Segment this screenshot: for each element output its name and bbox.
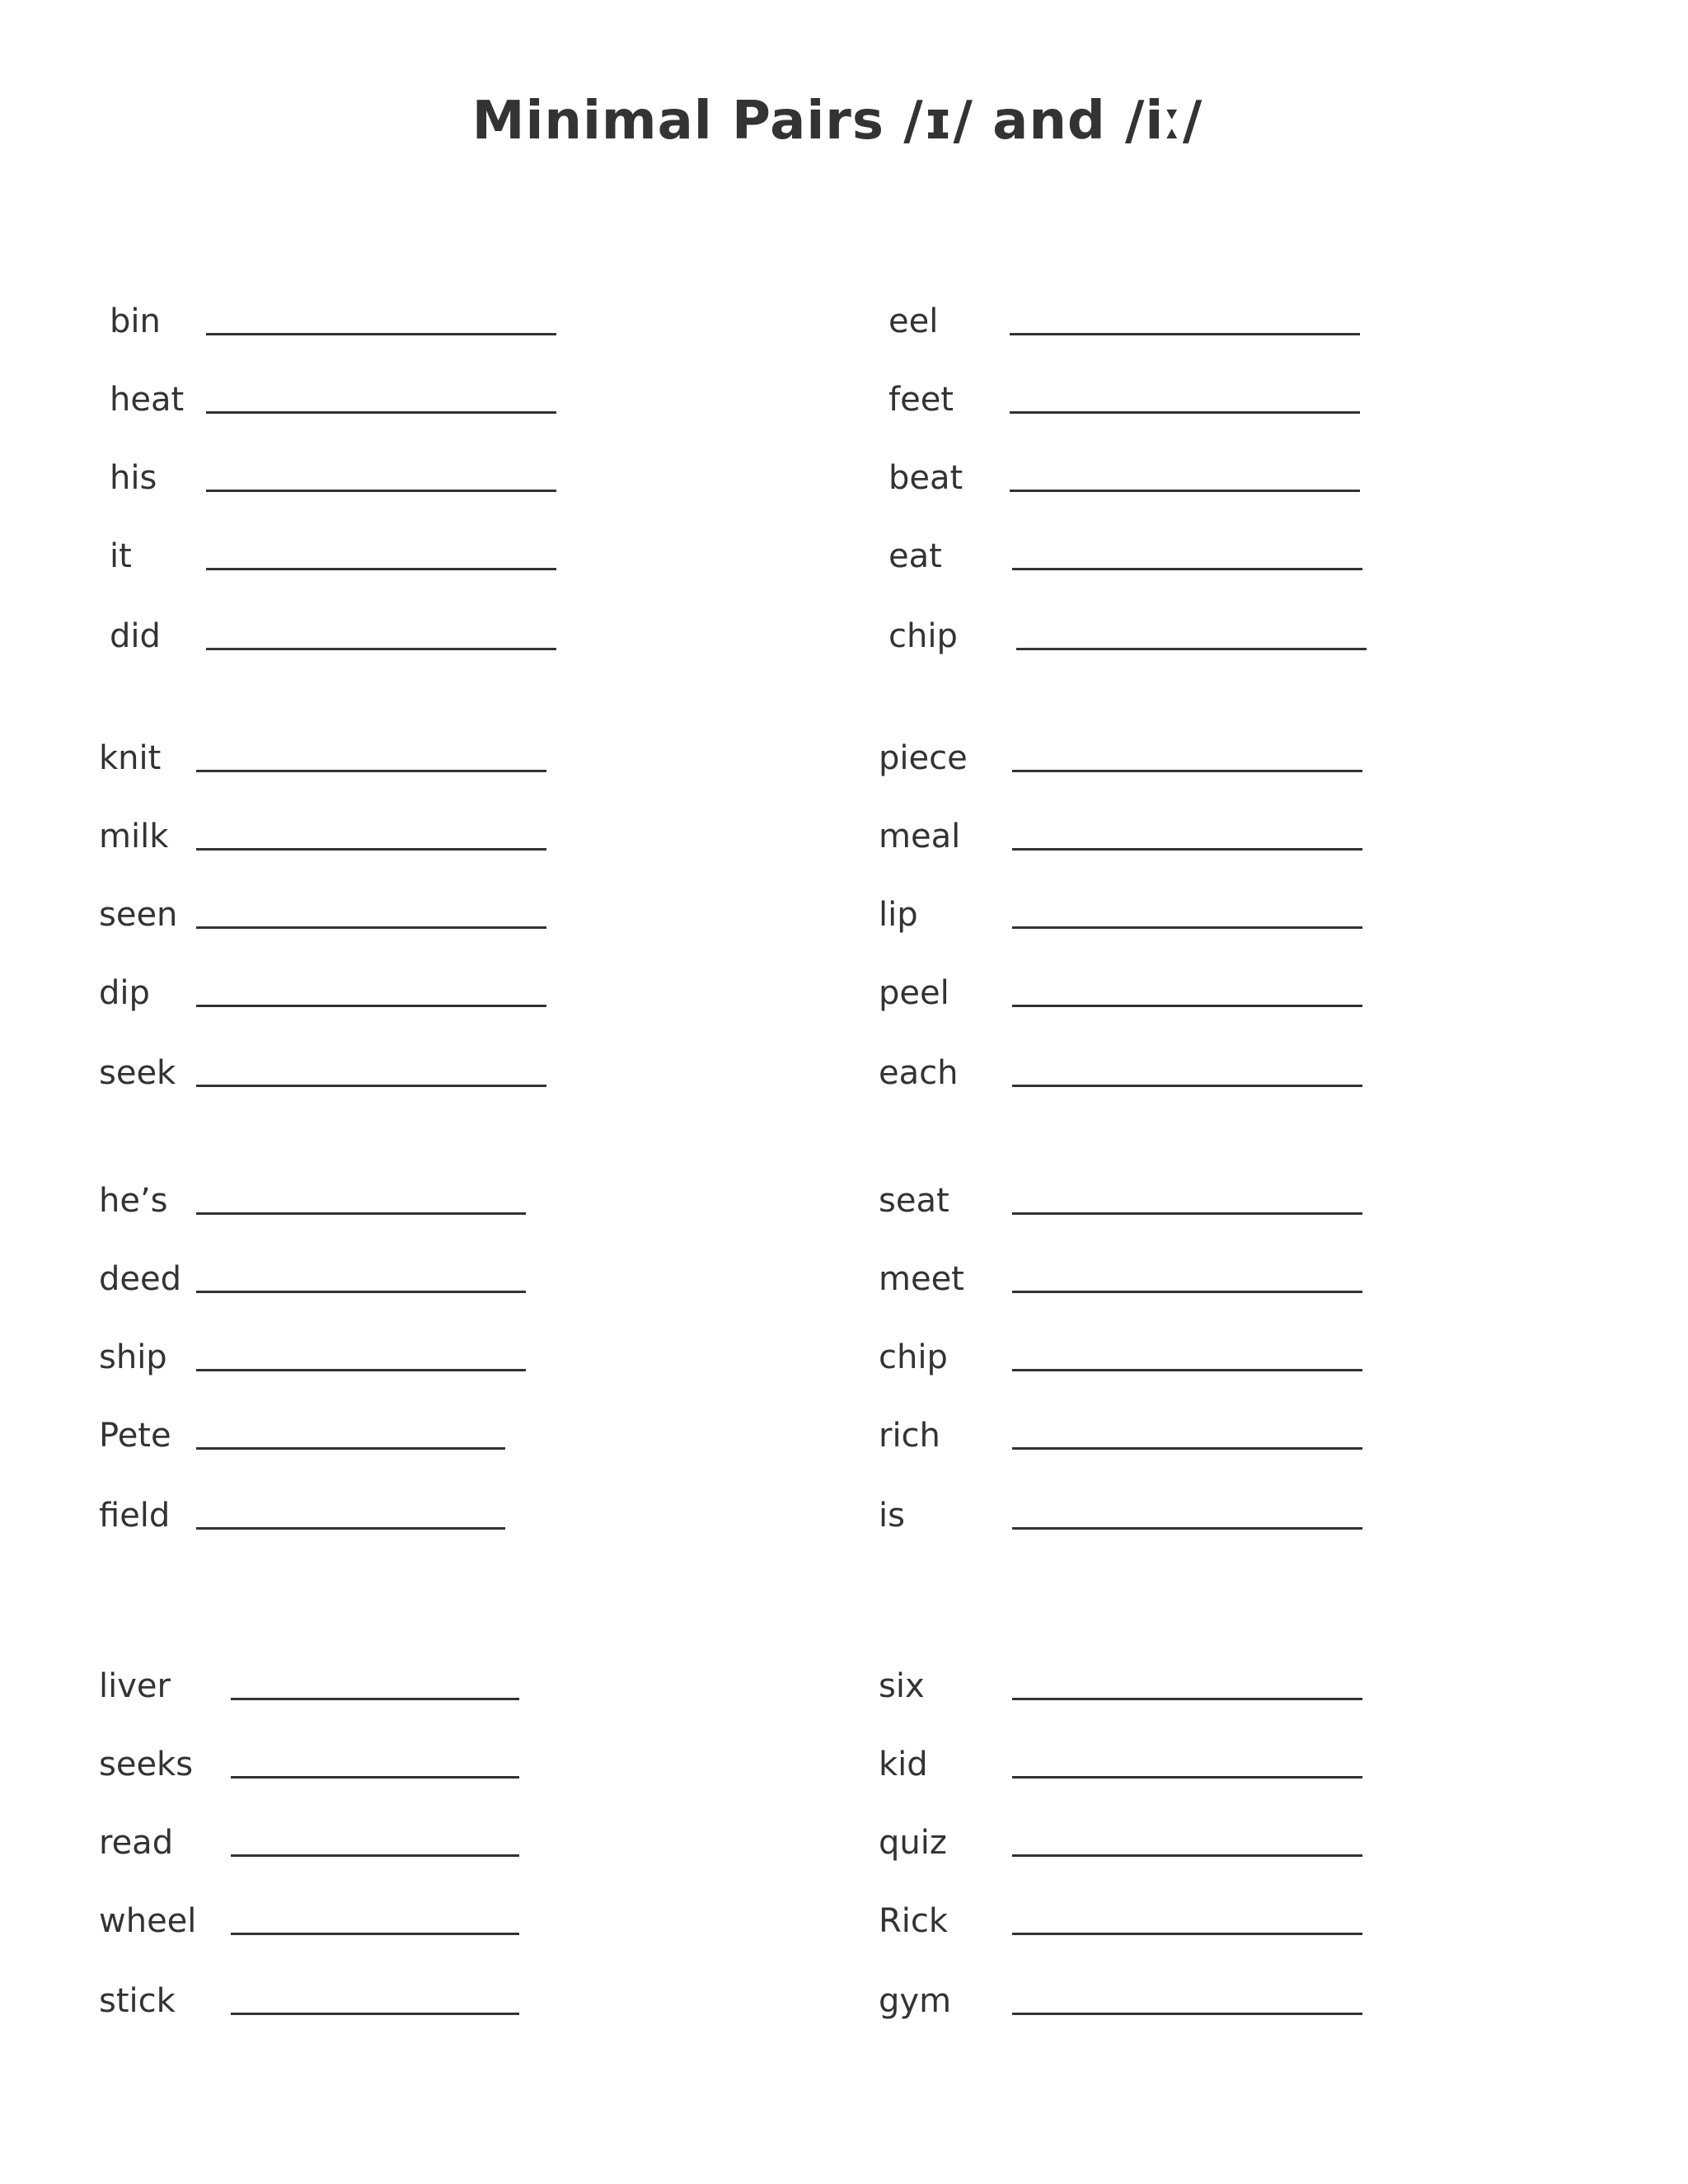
word-label: meet	[879, 1260, 964, 1298]
word-label: seen	[99, 896, 178, 934]
answer-blank[interactable]	[196, 1212, 526, 1215]
answer-blank[interactable]	[1010, 411, 1360, 414]
word-label: beat	[889, 459, 964, 497]
word-label: field	[99, 1497, 171, 1535]
page-title: Minimal Pairs /ɪ/ and /iː/	[471, 91, 1203, 152]
word-label: feet	[889, 381, 954, 419]
word-label: lip	[879, 896, 918, 934]
word-label: seeks	[99, 1746, 194, 1783]
answer-blank[interactable]	[206, 411, 556, 414]
answer-blank[interactable]	[1010, 490, 1360, 492]
word-label: Rick	[879, 1902, 949, 1940]
answer-blank[interactable]	[1012, 1447, 1362, 1450]
answer-blank[interactable]	[1012, 568, 1362, 570]
answer-blank[interactable]	[1012, 1527, 1362, 1530]
word-label: wheel	[99, 1902, 197, 1940]
answer-blank[interactable]	[1012, 1085, 1362, 1087]
answer-blank[interactable]	[1010, 333, 1360, 335]
answer-blank[interactable]	[231, 2013, 519, 2015]
answer-blank[interactable]	[1012, 1854, 1362, 1857]
word-label: ship	[99, 1338, 167, 1376]
word-label: knit	[99, 739, 162, 777]
answer-blank[interactable]	[196, 848, 546, 851]
word-label: his	[110, 459, 157, 497]
answer-blank[interactable]	[1012, 926, 1362, 929]
word-label: is	[879, 1497, 905, 1535]
word-label: meal	[879, 818, 961, 855]
word-label: it	[110, 537, 132, 575]
word-label: quiz	[879, 1824, 947, 1862]
answer-blank[interactable]	[1012, 2013, 1362, 2015]
word-label: each	[879, 1054, 959, 1092]
answer-blank[interactable]	[1012, 1291, 1362, 1293]
word-label: seat	[879, 1182, 950, 1220]
answer-blank[interactable]	[1012, 1212, 1362, 1215]
answer-blank[interactable]	[196, 1085, 546, 1087]
word-label: stick	[99, 1982, 176, 2020]
answer-blank[interactable]	[196, 926, 546, 929]
answer-blank[interactable]	[196, 1005, 546, 1007]
answer-blank[interactable]	[1012, 770, 1362, 772]
word-label: bin	[110, 302, 161, 340]
answer-blank[interactable]	[196, 1527, 505, 1530]
word-label: six	[879, 1667, 925, 1705]
word-label: Pete	[99, 1417, 171, 1455]
answer-blank[interactable]	[1012, 848, 1362, 851]
word-label: heat	[110, 381, 185, 419]
word-label: gym	[879, 1982, 952, 2020]
answer-blank[interactable]	[231, 1776, 519, 1779]
answer-blank[interactable]	[206, 490, 556, 492]
answer-blank[interactable]	[196, 1291, 526, 1293]
answer-blank[interactable]	[231, 1854, 519, 1857]
word-label: dip	[99, 974, 150, 1012]
word-label: peel	[879, 974, 950, 1012]
answer-blank[interactable]	[206, 568, 556, 570]
word-label: deed	[99, 1260, 181, 1298]
word-label: read	[99, 1824, 174, 1862]
word-label: seek	[99, 1054, 176, 1092]
answer-blank[interactable]	[196, 770, 546, 772]
answer-blank[interactable]	[1012, 1698, 1362, 1700]
answer-blank[interactable]	[1012, 1776, 1362, 1779]
word-label: chip	[889, 617, 958, 655]
word-label: eat	[889, 537, 942, 575]
word-label: chip	[879, 1338, 948, 1376]
answer-blank[interactable]	[231, 1698, 519, 1700]
word-label: liver	[99, 1667, 171, 1705]
answer-blank[interactable]	[206, 333, 556, 335]
word-label: kid	[879, 1746, 928, 1783]
answer-blank[interactable]	[1012, 1005, 1362, 1007]
word-label: he’s	[99, 1182, 168, 1220]
answer-blank[interactable]	[196, 1369, 526, 1371]
word-label: did	[110, 617, 161, 655]
answer-blank[interactable]	[206, 648, 556, 650]
word-label: milk	[99, 818, 169, 855]
word-label: rich	[879, 1417, 940, 1455]
word-label: piece	[879, 739, 968, 777]
answer-blank[interactable]	[231, 1933, 519, 1935]
answer-blank[interactable]	[196, 1447, 505, 1450]
word-label: eel	[889, 302, 939, 340]
answer-blank[interactable]	[1012, 1933, 1362, 1935]
answer-blank[interactable]	[1016, 648, 1367, 650]
answer-blank[interactable]	[1012, 1369, 1362, 1371]
